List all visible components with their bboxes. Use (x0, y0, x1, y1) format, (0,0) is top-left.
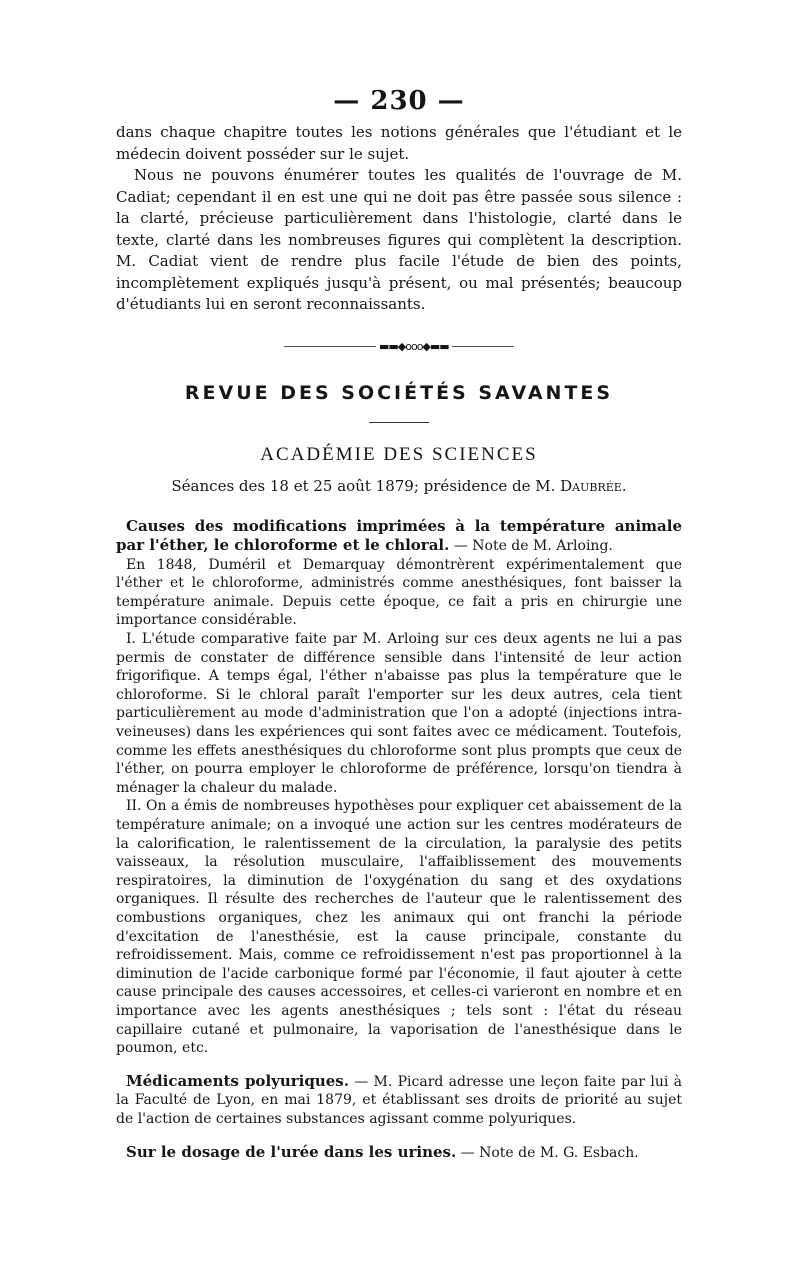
short-rule (369, 422, 429, 423)
divider-ornament: ▬▬◆ooo◆▬▬ (376, 340, 452, 354)
article-arloing-paragraph-2: I. L'étude comparative faite par M. Arloing sur ces deux agents ne lui a pas permis de constater de différence sensible dans l'intensité de leur action frigorifique. A temps égal, l'éther n'abaisse pas plus la température que le chloroforme. Si le chloral paraît l'emporter sur les deux autres, cela tient particulièrement au mode d'administration que l'on a adopté (injections intra-veineuses) dans les expériences qui sont faites avec ce médicament. Toutefois, comme les effets anesthésiques du chloroforme sont plus prompts que ceux de l'éther, on pourra employer le chloroforme de préférence, lorsqu'on tiendra à ménager la chaleur du malade. (116, 631, 682, 796)
article-arloing-heading (116, 517, 682, 556)
intro-paragraph-1: dans chaque chapitre toutes les notions générales que l'étudiant et le médecin doivent posséder sur le sujet. (116, 123, 682, 163)
article-arloing-paragraph-1: En 1848, Duméril et Demarquay démontrèrent expérimentalement que l'éther et le chloroforme, administrés comme anesthésiques, font baisser la température animale. Depuis cette époque, ce fait a pris en chirurgie une importance considérable. (116, 556, 682, 629)
article-picard-paragraph (116, 1072, 682, 1129)
article-arloing-title: Causes des modifications imprimées à la température animale par l'éther, le chloroforme et le chloral. (116, 516, 682, 555)
article-picard (116, 1072, 682, 1129)
article-arloing-paragraph-3: II. On a émis de nombreuses hypothèses pour expliquer cet abaissement de la température animale; on a invoqué une action sur les centres modérateurs de la calorification, le ralentissement de la circulation, la paralysie des petits vaisseaux, la résolution musculaire, l'affaiblissement des mouvements respiratoires, la diminution de l'oxygénation du sang et des oxydations organiques. Il résulte des recherches de l'auteur que le ralentissement des combustions organiques, chez les animaux qui ont franchi la période d'excitation de l'anesthésie, est la cause principale, constante du refroidissement. Mais, comme ce refroidissement n'est pas proportionnel à la diminution de l'acide carbonique formé par l'économie, il faut ajouter à cette cause principale des causes accessoires, et celles-ci varieront en nombre et en importance avec les agents anesthésiques ; tels sont : l'état du réseau capillaire cutané et pulmonaire, la vaporisation de l'anesthésique dans le poumon, etc. (116, 798, 682, 1057)
article-arloing (116, 517, 682, 1058)
article-esbach-text: — Note de M. G. Esbach. (460, 1144, 639, 1161)
ornamental-divider (284, 340, 514, 354)
article-picard-title: Médicaments polyuriques. (126, 1071, 349, 1090)
page (116, 86, 682, 1162)
article-esbach-title: Sur le dosage de l'urée dans les urines. (126, 1142, 457, 1161)
article-esbach (116, 1143, 682, 1163)
session-info (116, 475, 682, 497)
article-picard-text: — M. Picard adresse une leçon faite par lui à la Faculté de Lyon, en mai 1879, et établissant ses droits de priorité au sujet de l'action de certaines substances agissant comme polyuriques. (116, 1073, 682, 1127)
article-arloing-note: — Note de M. Arloing. (453, 538, 613, 555)
article-esbach-paragraph (116, 1143, 682, 1163)
intro-paragraph-2: Nous ne pouvons énumérer toutes les qualités de l'ouvrage de M. Cadiat; cependant il en est une qui ne doit pas être passée sous silence : la clarté, précieuse particulièrement dans l'histologie, clarté dans le texte, clarté dans les nombreuses figures qui complètent la description. M. Cadiat vient de rendre plus facile l'étude de bien des points, incomplètement expliqués jusqu'à présent, ou mal présentés; beaucoup d'étudiants lui en seront reconnaissants. (116, 166, 682, 313)
academy-heading: ACADÉMIE DES SCIENCES (260, 443, 538, 465)
page-number: — 230 — (333, 86, 465, 116)
session-president: Daubrée. (560, 476, 627, 495)
session-text: Séances des 18 et 25 août 1879; présidence de M. (171, 476, 561, 495)
section-title: REVUE DES SOCIÉTÉS SAVANTES (184, 381, 614, 404)
